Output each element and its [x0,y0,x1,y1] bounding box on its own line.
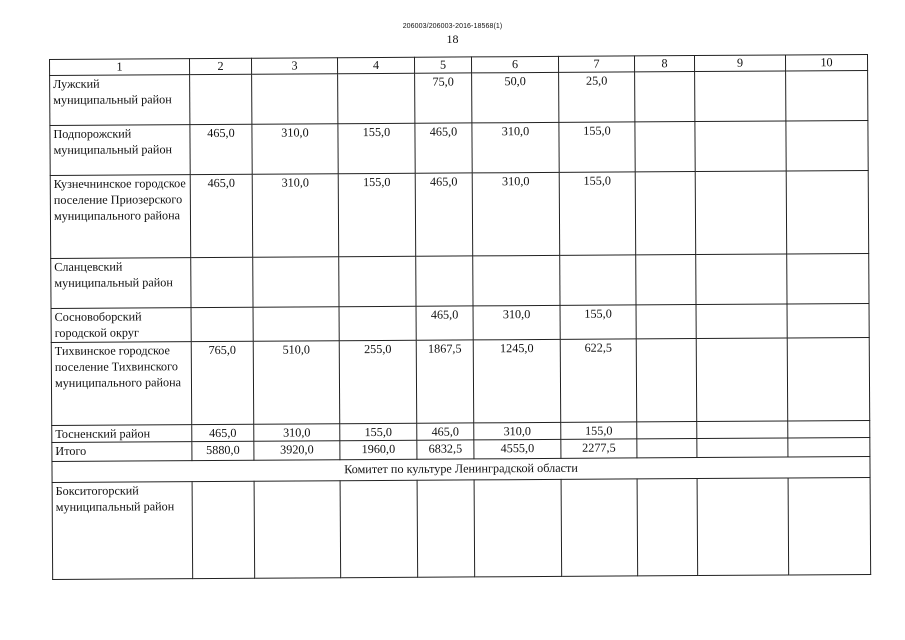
table-row [52,477,871,579]
value-cell: 3920,0 [254,441,340,461]
value-cell: 75,0 [415,73,472,123]
value-cell [252,74,338,125]
table-row [50,70,868,125]
value-cell [253,257,339,308]
value-cell [636,255,696,305]
data-table [49,54,871,580]
column-header: 9 [694,55,785,72]
value-cell [696,254,787,305]
value-cell [787,337,870,420]
value-cell [788,420,870,438]
value-cell [637,439,697,458]
value-cell [560,255,636,305]
column-header: 4 [337,57,414,73]
value-cell: 310,0 [252,124,338,175]
value-cell [474,479,562,577]
column-header: 8 [634,56,694,72]
row-name-cell: Сланцевский муниципальный район [51,258,191,309]
value-cell [339,256,416,306]
value-cell: 465,0 [415,173,473,256]
value-cell: 465,0 [192,424,254,441]
value-cell [788,477,871,574]
value-cell: 765,0 [191,341,254,424]
section-title: Комитет по культуре Ленинградской области [52,456,870,482]
value-cell [786,70,868,120]
value-cell: 4555,0 [474,439,561,459]
column-header: 5 [414,57,471,73]
value-cell [192,481,255,578]
value-cell: 50,0 [472,72,559,123]
value-cell [695,71,786,122]
row-name-cell: Итого [52,442,192,462]
value-cell: 465,0 [415,123,472,173]
value-cell [697,421,788,439]
value-cell [696,338,788,422]
value-cell: 310,0 [473,305,560,340]
value-cell [786,120,868,170]
row-name-cell: Кузнечнинское городское поселение Приозерского муниципального района [50,175,191,259]
value-cell: 6832,5 [417,440,474,459]
value-cell: 1867,5 [416,340,474,423]
value-cell: 310,0 [472,172,560,256]
value-cell [416,256,473,306]
column-header: 1 [50,59,190,76]
value-cell [340,480,418,577]
data-table-container [49,54,870,580]
page-number: 18 [446,32,459,46]
value-cell: 25,0 [559,72,635,122]
value-cell: 310,0 [252,174,339,258]
value-cell [338,73,415,123]
value-cell [191,307,253,341]
table-row [51,303,869,342]
value-cell: 465,0 [190,174,253,257]
value-cell [635,122,695,172]
value-cell [254,481,341,579]
table-row [50,120,868,175]
value-cell: 155,0 [560,305,636,339]
value-cell [788,437,870,457]
row-name-cell: Лужский муниципальный район [50,75,190,126]
value-cell [635,172,696,255]
value-cell [787,253,869,303]
value-cell: 155,0 [338,173,416,256]
row-name-cell: Тихвинское городское поселение Тихвинского муниципального района [51,342,192,426]
value-cell [190,74,252,124]
value-cell [697,438,788,458]
value-cell [637,479,698,576]
value-cell [473,255,560,306]
value-cell: 510,0 [253,341,340,425]
value-cell [635,72,695,122]
document-id: 206003/206003-2016-18568(1) [402,23,503,30]
value-cell: 5880,0 [192,441,254,460]
value-cell [637,422,697,439]
value-cell: 155,0 [340,423,417,440]
value-cell [253,307,339,342]
column-header: 7 [558,56,634,72]
table-row [51,253,869,308]
value-cell [787,303,869,338]
column-header: 2 [190,58,252,74]
value-cell [696,304,787,339]
value-cell [561,479,638,576]
column-header: 10 [785,55,867,72]
value-cell [191,257,253,307]
row-name-cell: Тосненский район [52,425,192,443]
value-cell: 622,5 [560,339,637,422]
column-header: 3 [251,58,337,75]
value-cell: 465,0 [190,124,252,174]
value-cell [697,478,789,576]
value-cell: 310,0 [472,122,559,173]
value-cell: 310,0 [474,422,561,440]
row-name-cell: Сосновоборский городской округ [51,308,191,343]
table-row [50,170,868,258]
value-cell: 155,0 [559,172,636,255]
row-name-cell: Подпорожский муниципальный район [50,125,190,176]
value-cell [695,121,786,172]
value-cell [636,339,697,422]
value-cell [339,306,416,340]
value-cell: 1960,0 [340,440,417,459]
value-cell [695,171,787,255]
value-cell: 310,0 [254,424,340,442]
value-cell: 465,0 [416,306,473,340]
value-cell: 155,0 [559,122,635,172]
table-body [50,55,871,580]
value-cell: 465,0 [417,423,474,440]
value-cell [417,480,475,577]
value-cell: 2277,5 [561,439,637,458]
value-cell: 255,0 [339,340,417,423]
table-row [51,337,869,425]
value-cell: 1245,0 [473,339,561,423]
value-cell [636,305,696,339]
row-name-cell: Бокситогорский муниципальный район [52,482,193,580]
value-cell: 155,0 [561,422,637,439]
column-header: 6 [471,56,558,73]
value-cell: 155,0 [338,123,415,173]
value-cell [786,170,869,253]
